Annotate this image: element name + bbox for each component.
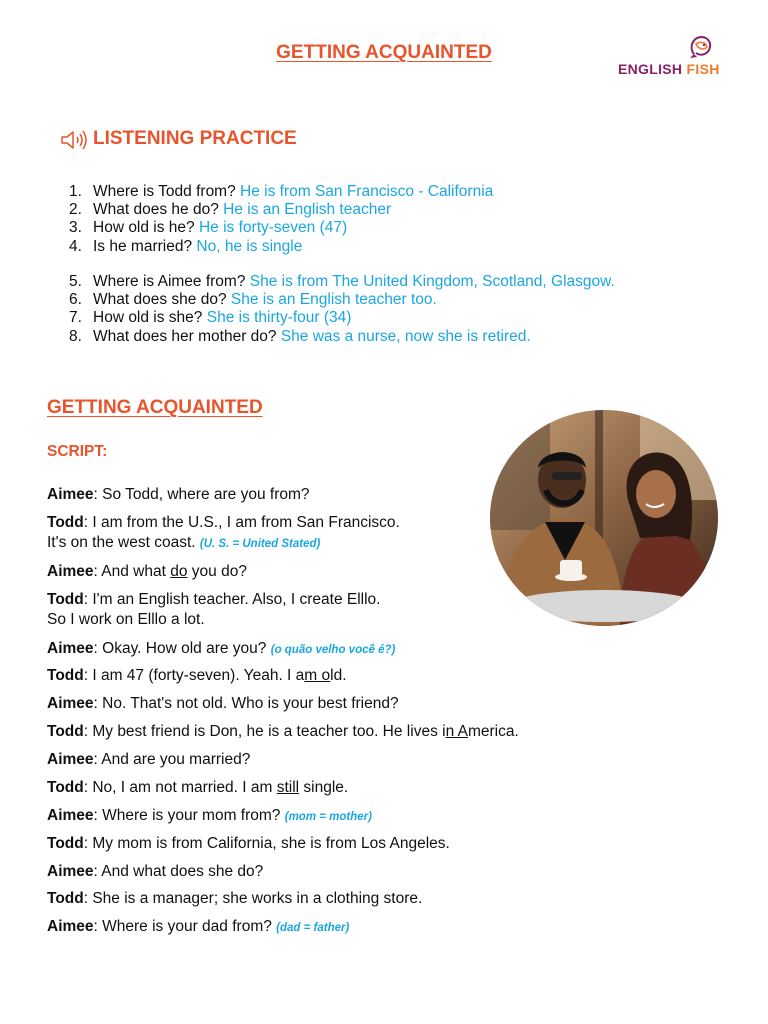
question-text: Where is Todd from? xyxy=(93,183,241,200)
dialogue-text: single. xyxy=(299,779,349,796)
answer-text: He is forty-seven (47) xyxy=(198,219,348,237)
dialogue-text: : She is a manager; she works in a clothing store. xyxy=(83,890,423,907)
underlined-word: n A xyxy=(445,723,468,740)
logo-word-fish: FISH xyxy=(686,61,720,77)
speaker-name: Aimee xyxy=(47,563,94,580)
question-item xyxy=(69,183,494,201)
dialogue-line xyxy=(47,778,348,798)
dialogue-text: : I am 47 (forty-seven). Yeah. I a xyxy=(83,667,305,684)
answer-text: She is thirty-four (34) xyxy=(206,309,352,327)
speaker-name: Aimee xyxy=(47,918,94,935)
couple-cafe-photo xyxy=(490,410,718,626)
question-text: How old is he? xyxy=(93,219,199,237)
dialogue-text: : My mom is from California, she is from Los Angeles. xyxy=(83,835,450,852)
dialogue-text: merica. xyxy=(467,723,519,740)
dialogue-line xyxy=(47,750,250,770)
question-text: What does she do? xyxy=(93,291,231,309)
dialogue-text-continued: It's on the west coast. xyxy=(47,534,196,551)
dialogue-text: : No, I am not married. I am xyxy=(83,779,277,796)
speaker-name: Todd xyxy=(47,779,84,796)
question-text: How old is she? xyxy=(93,309,207,327)
answer-text: She was a nurse, now she is retired. xyxy=(280,327,531,345)
logo-text xyxy=(618,61,720,77)
dialogue-text: : And are you married? xyxy=(93,751,251,768)
speaker-icon xyxy=(60,129,90,151)
dialogue-line xyxy=(47,694,399,714)
translation-note: (o quão velho você é?) xyxy=(270,644,396,656)
dialogue-line xyxy=(47,485,310,505)
question-number: 5. xyxy=(69,273,82,290)
question-item xyxy=(69,201,493,219)
dialogue-text: : I am from the U.S., I am from San Francisco. xyxy=(83,514,400,531)
dialogue-line xyxy=(47,862,263,882)
question-item xyxy=(69,327,615,346)
question-text: What does her mother do? xyxy=(93,327,281,345)
question-text: Is he married? xyxy=(93,237,197,255)
question-number: 7. xyxy=(69,309,82,327)
question-item xyxy=(69,237,493,256)
dialogue-line xyxy=(47,590,380,630)
question-item xyxy=(69,309,615,327)
answer-text: She is from The United Kingdom, Scotland, Glasgow. xyxy=(249,273,615,290)
dialogue-text: : Okay. How old are you? xyxy=(93,640,267,657)
dialogue-line xyxy=(47,562,247,582)
questions-group-1 xyxy=(69,183,494,256)
section-title: GETTING ACQUAINTED xyxy=(47,397,263,418)
speaker-name: Aimee xyxy=(47,640,94,657)
dialogue-line xyxy=(47,639,395,660)
dialogue-text: you do? xyxy=(187,563,247,580)
dialogue-line xyxy=(47,834,450,854)
dialogue-text: ld. xyxy=(330,667,347,684)
answer-text: No, he is single xyxy=(196,237,303,255)
question-number: 6. xyxy=(69,291,82,309)
answer-text: He is from San Francisco - California xyxy=(240,183,494,200)
answer-text: He is an English teacher xyxy=(223,201,392,219)
page-title: GETTING ACQUAINTED xyxy=(276,42,492,63)
fish-logo-icon xyxy=(686,34,714,60)
underlined-word: do xyxy=(170,563,188,580)
speaker-name: Todd xyxy=(47,514,84,531)
dialogue-text: : My best friend is Don, he is a teacher too. He lives i xyxy=(83,723,446,740)
speaker-name: Aimee xyxy=(47,695,94,712)
dialogue-text: : And what xyxy=(93,563,171,580)
dialogue-text: : And what does she do? xyxy=(93,863,264,880)
dialogue-line xyxy=(47,889,422,909)
question-number: 2. xyxy=(69,201,82,219)
speaker-name: Aimee xyxy=(47,486,94,503)
answer-text: She is an English teacher too. xyxy=(230,291,437,309)
dialogue-line xyxy=(47,917,349,938)
speaker-name: Aimee xyxy=(47,863,94,880)
dialogue-line xyxy=(47,722,519,742)
dialogue-text: : Where is your mom from? xyxy=(93,807,281,824)
underlined-word: still xyxy=(276,779,300,796)
script-label: SCRIPT: xyxy=(47,443,108,460)
question-number: 1. xyxy=(69,183,82,200)
dialogue-line xyxy=(47,666,347,686)
question-number: 3. xyxy=(69,219,82,237)
dialogue-text: : So Todd, where are you from? xyxy=(93,486,310,503)
underlined-word: m o xyxy=(304,667,331,684)
speaker-name: Todd xyxy=(47,667,84,684)
dialogue-text-continued: So I work on Elllo a lot. xyxy=(47,611,205,628)
english-fish-logo xyxy=(618,34,738,80)
question-item xyxy=(69,291,615,309)
dialogue-text: : I'm an English teacher. Also, I create Elllo. xyxy=(83,591,381,608)
question-number: 8. xyxy=(69,327,82,345)
speaker-name: Aimee xyxy=(47,751,94,768)
speaker-name: Todd xyxy=(47,890,84,907)
question-item xyxy=(69,219,493,237)
listening-heading-text: LISTENING PRACTICE xyxy=(93,128,297,149)
speaker-name: Aimee xyxy=(47,807,94,824)
question-text: Where is Aimee from? xyxy=(93,273,250,290)
question-text: What does he do? xyxy=(93,201,224,219)
translation-note: (U. S. = United Stated) xyxy=(199,538,321,550)
dialogue-line xyxy=(47,513,400,554)
translation-note: (dad = father) xyxy=(276,922,350,934)
logo-word-english: ENGLISH xyxy=(618,61,683,77)
speaker-name: Todd xyxy=(47,591,84,608)
dialogue-text: : Where is your dad from? xyxy=(93,918,272,935)
speaker-name: Todd xyxy=(47,723,84,740)
speaker-name: Todd xyxy=(47,835,84,852)
translation-note: (mom = mother) xyxy=(284,811,372,823)
dialogue-text: : No. That's not old. Who is your best friend? xyxy=(93,695,399,712)
question-item xyxy=(69,273,615,291)
questions-group-2 xyxy=(69,273,615,346)
question-number: 4. xyxy=(69,237,82,255)
dialogue-line xyxy=(47,806,372,827)
